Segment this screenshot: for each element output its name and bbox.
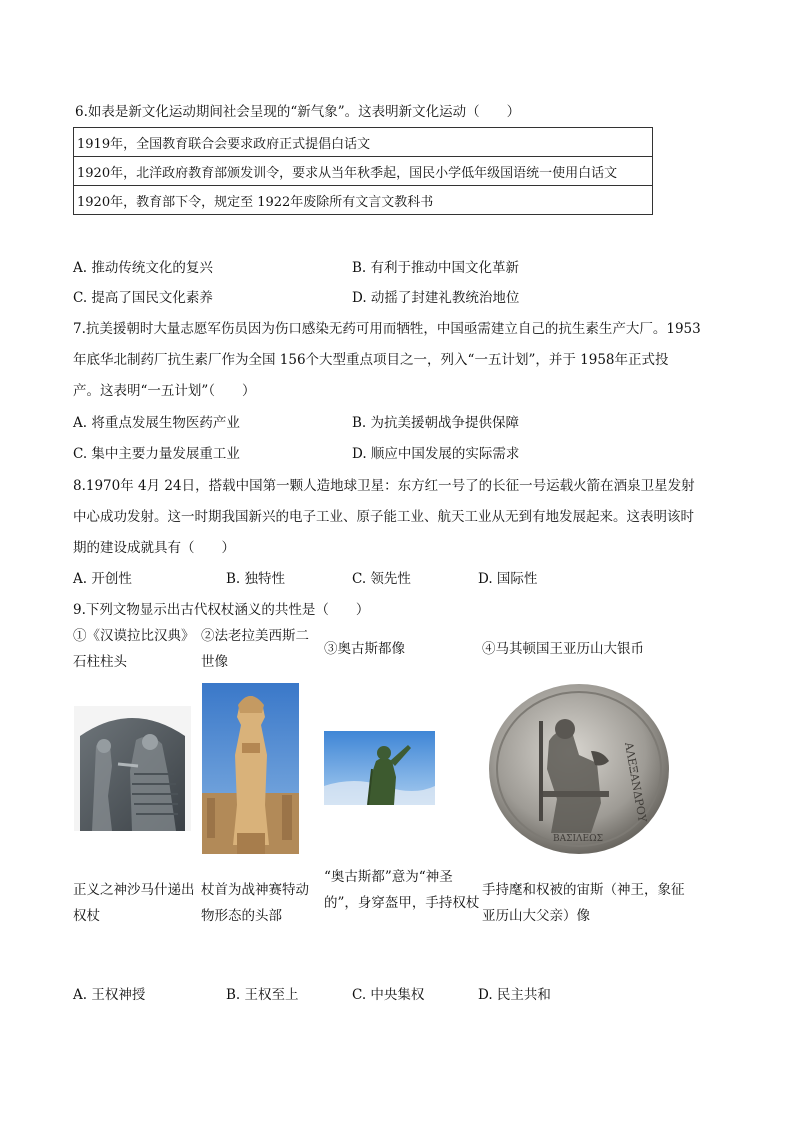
q8-stem-line1: 8.1970年 4月 24日，搭载中国第一颗人造地球卫星：东方红一号了的长征一号运载火箭在酒泉卫星发射 <box>73 478 695 494</box>
q9-item-title: ②法老拉美西斯二世像 <box>201 628 309 670</box>
q6-table-row: 1920年，北洋政府教育部颁发训令，要求从当年秋季起，国民小学低年级国语统一使用白话文 <box>74 157 653 186</box>
q8-option-a[interactable]: A. 开创性 <box>73 571 132 587</box>
q6-table-row: 1920年，教育部下令，规定至 1922年废除所有文言文教科书 <box>74 186 653 215</box>
q9-option-b[interactable]: B. 王权至上 <box>226 987 299 1003</box>
q9-option-d[interactable]: D. 民主共和 <box>478 987 551 1003</box>
augustus-statue-image <box>324 731 435 805</box>
alexander-coin-image <box>483 681 675 857</box>
q9-item-caption: “奥古斯都”意为“神圣的”，身穿盔甲，手持权杖 <box>324 869 480 911</box>
q9-item-caption: 正义之神沙马什递出权杖 <box>73 882 195 924</box>
q9-option-a[interactable]: A. 王权神授 <box>73 987 146 1003</box>
q9-stem: 9.下列文物显示出古代权杖涵义的共性是（ ） <box>73 602 370 618</box>
q6-option-c[interactable]: C. 提高了国民文化素养 <box>73 290 213 306</box>
ramesses-statue-image <box>202 683 299 854</box>
q6-option-d[interactable]: D. 动摇了封建礼教统治地位 <box>352 290 520 306</box>
q7-option-c[interactable]: C. 集中主要力量发展重工业 <box>73 446 240 462</box>
q7-stem-line3: 产。这表明“一五计划”（ ） <box>73 383 256 399</box>
q7-option-d[interactable]: D. 顺应中国发展的实际需求 <box>352 446 520 462</box>
q6-option-b[interactable]: B. 有利于推动中国文化革新 <box>352 260 520 276</box>
q8-stem-line2: 中心成功发射。这一时期我国新兴的电子工业、原子能工业、航天工业从无到有地发展起来。这表明该时 <box>73 509 694 525</box>
q9-item-title: ③奥古斯都像 <box>324 641 405 657</box>
q9-item-caption: 杖首为战神赛特动物形态的头部 <box>201 882 309 924</box>
q6-table-row: 1919年，全国教育联合会要求政府正式提倡白话文 <box>74 128 653 157</box>
q7-option-b[interactable]: B. 为抗美援朝战争提供保障 <box>352 415 520 431</box>
q9-option-c[interactable]: C. 中央集权 <box>352 987 425 1003</box>
q9-item-caption: 手持麾和权被的宙斯（神王，象征亚历山大父亲）像 <box>482 882 685 924</box>
q9-item-title: ④马其顿国王亚历山大银币 <box>482 641 644 657</box>
q7-stem-line2: 年底华北制药厂抗生素厂作为全国 156个大型重点项目之一，列入“一五计划”，并于 1958年正式投 <box>73 352 669 368</box>
q8-option-c[interactable]: C. 领先性 <box>352 571 411 587</box>
hammurabi-stele-image <box>74 706 191 831</box>
q7-stem-line1: 7.抗美援朝时大量志愿军伤员因为伤口感染无药可用而牺牲，中国亟需建立自己的抗生素生产大厂。1953 <box>73 321 701 337</box>
q6-stem: 6.如表是新文化运动期间社会呈现的“新气象”。这表明新文化运动（ ） <box>75 104 521 120</box>
coin-legend-lower: ΒΑΣΙΛΕΩΣ <box>553 834 603 844</box>
q8-option-b[interactable]: B. 独特性 <box>226 571 286 587</box>
q6-option-a[interactable]: A. 推动传统文化的复兴 <box>73 260 213 276</box>
coin-legend: ΑΛΕΞΑΝΔΡΟΥ <box>622 741 649 824</box>
q9-item-title: ①《汉谟拉比汉典》石柱柱头 <box>73 628 195 670</box>
q7-option-a[interactable]: A. 将重点发展生物医药产业 <box>73 415 240 431</box>
q8-option-d[interactable]: D. 国际性 <box>478 571 538 587</box>
q8-stem-line3: 期的建设成就具有（ ） <box>73 540 235 556</box>
q6-table <box>73 127 653 215</box>
